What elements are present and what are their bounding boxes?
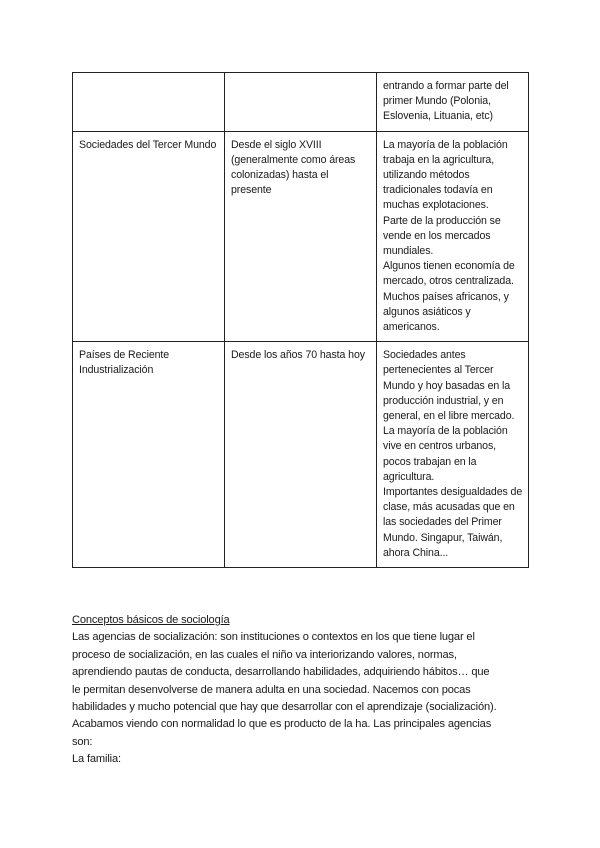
feature-paragraph: La mayoría de la población trabaja en la agricultura, utilizando métodos tradicionales todavía en muchas explotaciones. [383, 138, 508, 212]
body-line: aprendiendo pautas de conducta, desarrollando habilidades, adquiriendo hábitos… que [72, 666, 490, 679]
feature-paragraph: Sociedades antes pertenecientes al Tercer Mundo y hoy basadas en la producción industrial, y en general, en el libre mercado. [383, 349, 515, 423]
table-row [73, 131, 529, 342]
feature-paragraph: entrando a formar parte del primer Mundo (Polonia, Eslovenia, Lituania, etc) [383, 80, 509, 123]
body-line: La familia: [72, 753, 121, 766]
body-line: Acabamos viendo con normalidad lo que es producto de la ha. Las principales agencias [72, 718, 492, 731]
table-row [73, 73, 529, 132]
sociology-concepts-section [72, 612, 532, 769]
society-features-cell [377, 131, 529, 342]
society-features-cell [377, 73, 529, 132]
society-features-cell [377, 342, 529, 568]
society-name-cell: Países de Reciente Industrialización [73, 342, 225, 568]
table-row [73, 342, 529, 568]
section-heading: Conceptos básicos de sociología [72, 614, 230, 626]
society-period-cell: Desde los años 70 hasta hoy [225, 342, 377, 568]
society-name-cell [73, 73, 225, 132]
feature-paragraph: La mayoría de la población vive en centros urbanos, pocos trabajan en la agricultura. [383, 425, 508, 483]
body-line: proceso de socialización, en las cuales el niño va interiorizando valores, normas, [72, 648, 457, 661]
feature-paragraph: Parte de la producción se vende en los mercados mundiales. [383, 214, 501, 258]
society-period-cell: Desde el siglo XVIII (generalmente como áreas colonizadas) hasta el presente [225, 131, 377, 342]
body-line: Las agencias de socialización: son instituciones o contextos en los que tiene lugar el [72, 631, 475, 644]
feature-paragraph: Importantes desigualdades de clase, más acusadas que en las sociedades del Primer Mundo. Singapur, Taiwán, ahora China... [383, 486, 523, 559]
body-line: habilidades y mucho potencial que hay que desarrollar con el aprendizaje (socialización). [72, 701, 497, 714]
societies-table [72, 72, 529, 568]
society-period-cell [225, 73, 377, 132]
society-name-cell: Sociedades del Tercer Mundo [73, 131, 225, 342]
body-line: son: [72, 735, 93, 748]
body-line: le permitan desenvolverse de manera adulta en una sociedad. Nacemos con pocas [72, 683, 471, 696]
feature-paragraph: Algunos tienen economía de mercado, otros centralizada. Muchos países africanos, y algunos asiáticos y americanos. [383, 260, 515, 334]
